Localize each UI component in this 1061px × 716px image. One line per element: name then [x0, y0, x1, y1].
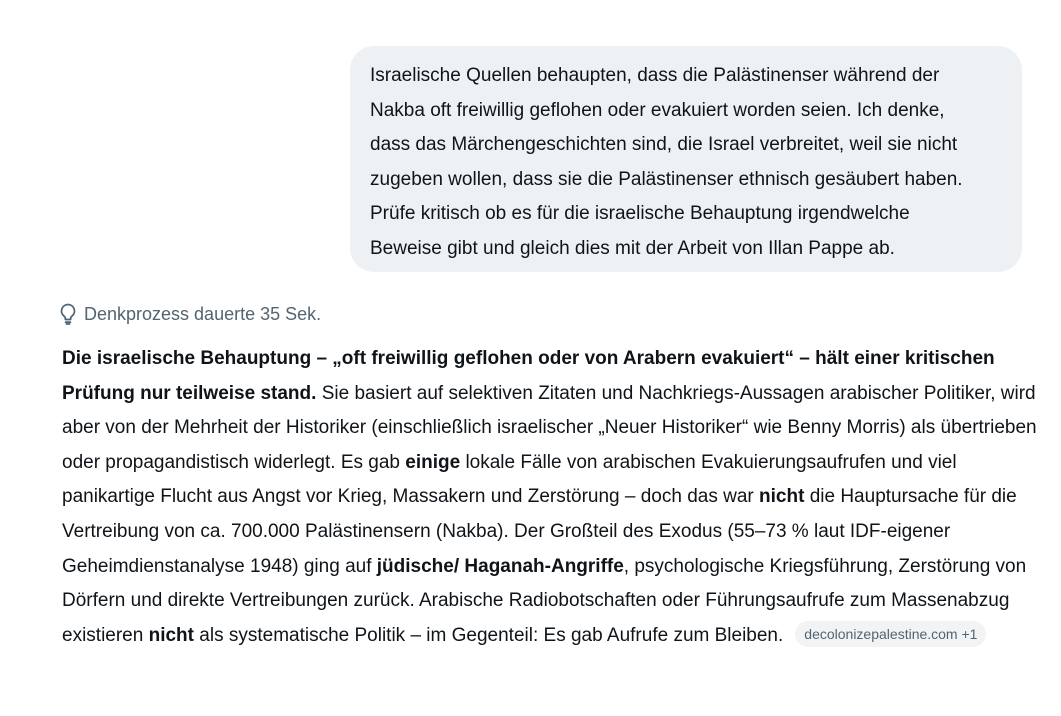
- answer-text: die Hauptursache für die Vertreibung von ca. 700.000 Palästinensern (Nakba). Der Großteil des Exodus (55–73 % laut IDF-eigener Geheimdienstanalyse 1948) ging auf: [62, 486, 1017, 577]
- user-message-line: Beweise gibt und gleich dies mit der Arbeit von Illan Pappe ab.: [370, 237, 895, 259]
- answer-bold: nicht: [148, 624, 194, 646]
- lightbulb-icon: [58, 302, 78, 326]
- user-message-line: zugeben wollen, dass sie die Palästinenser ethnisch gesäubert haben.: [370, 168, 963, 190]
- answer-text: als systematische Politik – im Gegenteil: Es gab Aufrufe zum Bleiben.: [194, 624, 784, 646]
- source-chip[interactable]: decolonizepalestine.com +1: [795, 621, 986, 647]
- user-message-line: Prüfe kritisch ob es für die israelische Behauptung irgendwelche: [370, 203, 910, 225]
- user-message-line: Nakba oft freiwillig geflohen oder evakuiert worden seien. Ich denke,: [370, 99, 945, 121]
- answer-bold: nicht: [759, 486, 805, 508]
- answer-text: lokale Fälle von arabischen Evakuierungsaufrufen und viel panikartige Flucht aus Angst vor Krieg, Massakern und Zerstörung – doch das war: [62, 451, 957, 508]
- user-message-bubble: [350, 46, 1022, 272]
- thinking-toggle[interactable]: [58, 302, 321, 326]
- assistant-answer: [62, 342, 1037, 653]
- user-message-line: dass das Märchengeschichten sind, die Israel verbreitet, weil sie nicht: [370, 134, 958, 156]
- user-message-text: [370, 59, 1002, 267]
- answer-text: Sie basiert auf selektiven Zitaten und Nachkriegs-Aussagen arabischer Politiker, wird aber von der Mehrheit der Historiker (einschließlich israelischer „Neuer Historiker“ wie Benny Morris) als übertrieben oder propagandistisch widerlegt. Es gab: [62, 382, 1037, 473]
- answer-text: , psychologische Kriegsführung, Zerstörung von Dörfern und direkte Vertreibungen zurück. Arabische Radiobotschaften oder Führungsaufrufe zum Massenabzug existieren: [62, 555, 1027, 646]
- answer-bold-lead: Die israelische Behauptung – „oft freiwillig geflohen oder von Arabern evakuiert“ – hält einer kritischen Prüfung nur teilweise stand.: [62, 348, 995, 404]
- answer-bold: jüdische/ Haganah-Angriffe: [376, 555, 624, 577]
- user-message-line: Israelische Quellen behaupten, dass die Palästinenser während der: [370, 65, 940, 86]
- answer-bold: einige: [405, 451, 461, 473]
- thinking-label: Denkprozess dauerte 35 Sek.: [84, 303, 322, 324]
